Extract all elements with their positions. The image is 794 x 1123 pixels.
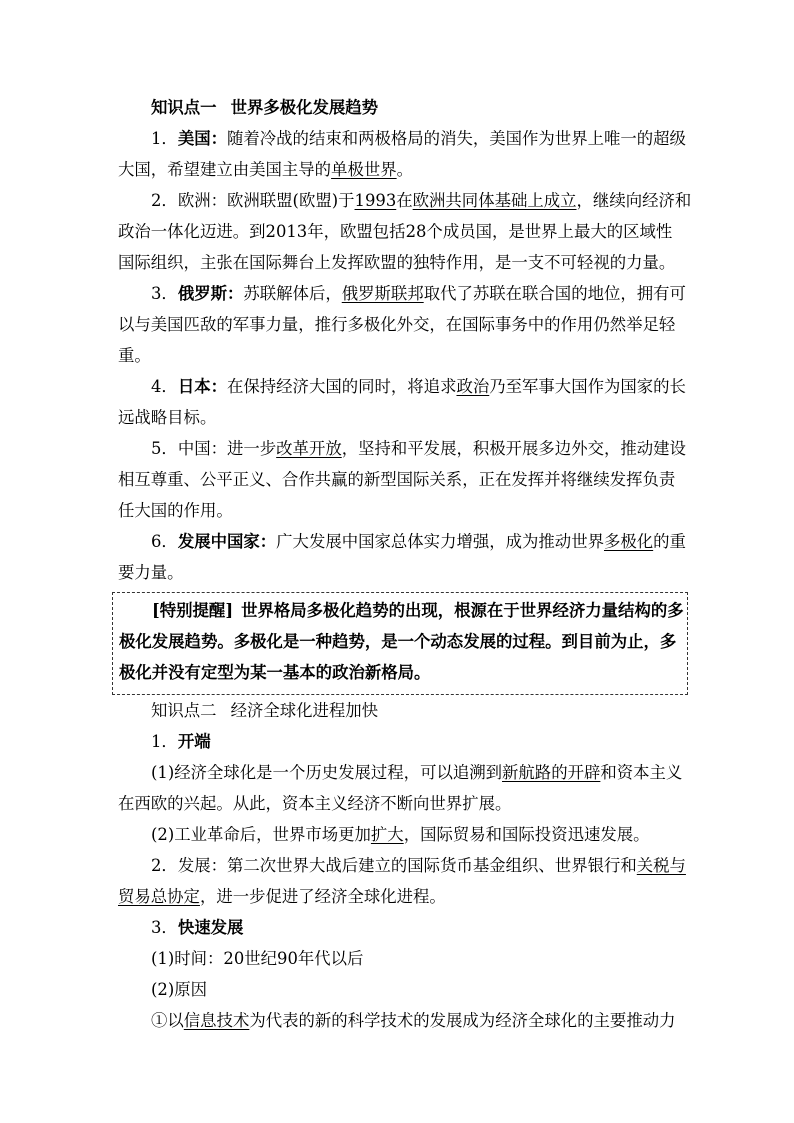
item-text: ，进一步促进了经济全球化进程。	[199, 887, 446, 906]
paragraph-rapid-development-reason1	[118, 1005, 682, 1036]
underlined-term: 关税与	[636, 856, 686, 875]
underlined-term: 1993	[354, 191, 397, 210]
paragraph-usa-line2	[118, 154, 682, 185]
paragraph-europe-line3: 国际组织，主张在国际舞台上发挥欧盟的独特作用，是一支不可轻视的力量。	[118, 253, 676, 272]
paragraph-rapid-development-reason: (2)原因	[151, 980, 207, 999]
paragraph-china-line2: 相互尊重、公平正义、合作共赢的新型国际关系，正在发挥并将继续发挥负责	[118, 470, 676, 489]
section-heading-1	[118, 92, 682, 123]
note-line2: 极化发展趋势。多极化是一种趋势，是一个动态发展的过程。到目前为止，多	[119, 632, 677, 651]
item-label: 发展中国家：	[177, 532, 277, 551]
item-text: 的重	[653, 532, 686, 551]
item-text: 大国，希望建立由美国主导的	[118, 160, 332, 179]
paragraph-europe-line2: 政治一体化迈进。到2013年，欧盟包括28个成员国，是世界上最大的区域性	[118, 222, 673, 241]
paragraph-russia-line3: 重。	[118, 346, 151, 365]
heading-title: 世界多极化发展趋势	[230, 98, 379, 117]
item-label: 中国：	[177, 439, 227, 458]
underlined-term: 单极世界	[331, 160, 397, 179]
item-text: 进一步	[227, 439, 277, 458]
paragraph-origin-sub1-line2: 在西欧的兴起。从此，资本主义经济不断向世界扩展。	[118, 794, 512, 813]
document-page	[118, 92, 692, 1036]
paragraph-origin-sub2	[118, 819, 682, 850]
item-text: 欧洲联盟(欧盟)于	[227, 191, 355, 210]
item-text: ①以	[151, 1011, 184, 1030]
item-text: ，坚持和平发展，积极开展多边外交，推动建设	[341, 439, 686, 458]
item-text: 随着冷战的结束和两极格局的消失，美国作为世界上唯一的超级	[227, 129, 686, 148]
underlined-term: 俄罗斯联邦	[341, 284, 424, 303]
item-text: (2)工业革命后，世界市场更加	[151, 825, 371, 844]
item-text: 第二次世界大战后建立的国际货币基金组织、世界银行和	[227, 856, 637, 875]
item-label: 欧洲：	[177, 191, 227, 210]
item-number: 1．	[151, 129, 178, 148]
item-label: 美国：	[177, 129, 227, 148]
underlined-term: 多极化	[603, 532, 654, 551]
paragraph-rapid-development-time: (1)时间：20世纪90年代以后	[151, 949, 364, 968]
item-number: 1．	[151, 732, 178, 751]
underlined-term: 新航路的开辟	[502, 763, 601, 782]
item-number: 2．	[151, 191, 178, 210]
item-label: 快速发展	[177, 918, 244, 937]
paragraph-china-line3: 任大国的作用。	[118, 501, 233, 520]
item-number: 6．	[151, 532, 178, 551]
item-text: 为代表的新的科学技术的发展成为经济全球化的主要推动力	[249, 1011, 676, 1030]
heading-label: 知识点二	[151, 701, 217, 720]
item-number: 4．	[151, 377, 178, 396]
paragraph-origin-heading	[118, 726, 682, 757]
item-label: 俄罗斯：	[177, 284, 244, 303]
item-label: 日本：	[177, 377, 227, 396]
item-text: 在	[396, 191, 413, 210]
item-text: 和资本主义	[600, 763, 683, 782]
paragraph-rapid-development	[118, 912, 682, 943]
item-text: 在保持经济大国的同时，将追求	[227, 377, 457, 396]
item-number: 2．	[151, 856, 178, 875]
underlined-term: 贸易总协定	[118, 887, 200, 906]
item-text: ，国际贸易和国际投资迅速发展。	[403, 825, 650, 844]
paragraph-development	[118, 850, 686, 881]
underlined-term: 政治	[456, 377, 490, 396]
paragraph-russia-line2: 以与美国匹敌的军事力量，推行多极化外交，在国际事务中的作用仍然举足轻	[118, 315, 676, 334]
paragraph-origin-sub1	[118, 757, 682, 788]
item-text: 苏联解体后，	[243, 284, 342, 303]
paragraph-development-line2	[118, 881, 682, 912]
item-text: 广大发展中国家总体实力增强，成为推动世界	[276, 532, 604, 551]
item-text: 乃至军事大国作为国家的长	[489, 377, 686, 396]
item-text: 。	[396, 160, 414, 179]
item-number: 3．	[151, 284, 178, 303]
paragraph-developing-countries-line2: 要力量。	[118, 563, 184, 582]
note-line1	[119, 595, 684, 626]
special-note-box	[112, 592, 688, 695]
item-text: ，继续向经济和	[576, 191, 692, 210]
underlined-term: 改革开放	[276, 439, 342, 458]
paragraph-japan-line2: 远战略目标。	[118, 408, 217, 427]
note-line3: 极化并没有定型为某一基本的政治新格局。	[119, 663, 431, 682]
item-label: 开端	[177, 732, 211, 751]
item-number: 3．	[151, 918, 178, 937]
paragraph-developing-countries	[118, 526, 686, 557]
underlined-term: 欧洲共同体基础上成立	[412, 191, 577, 210]
underlined-term: 扩大	[370, 825, 404, 844]
paragraph-europe	[118, 185, 692, 216]
heading-title: 经济全球化进程加快	[230, 701, 379, 720]
paragraph-japan	[118, 371, 686, 402]
note-text: 世界格局多极化趋势的出现，根源在于世界经济力量结构的多	[241, 601, 684, 620]
underlined-term: 信息技术	[183, 1011, 250, 1030]
section-heading-2	[118, 695, 682, 726]
item-text: 取代了苏联在联合国的地位，拥有可	[423, 284, 686, 303]
paragraph-china	[118, 433, 686, 464]
item-text: (1)经济全球化是一个历史发展过程，可以追溯到	[151, 763, 503, 782]
paragraph-russia	[118, 278, 686, 309]
item-number: 5．	[151, 439, 178, 458]
item-label: 发展：	[177, 856, 227, 875]
note-tag: [特别提醒]	[152, 601, 234, 620]
paragraph-usa	[118, 123, 686, 154]
heading-label: 知识点一	[151, 98, 217, 117]
